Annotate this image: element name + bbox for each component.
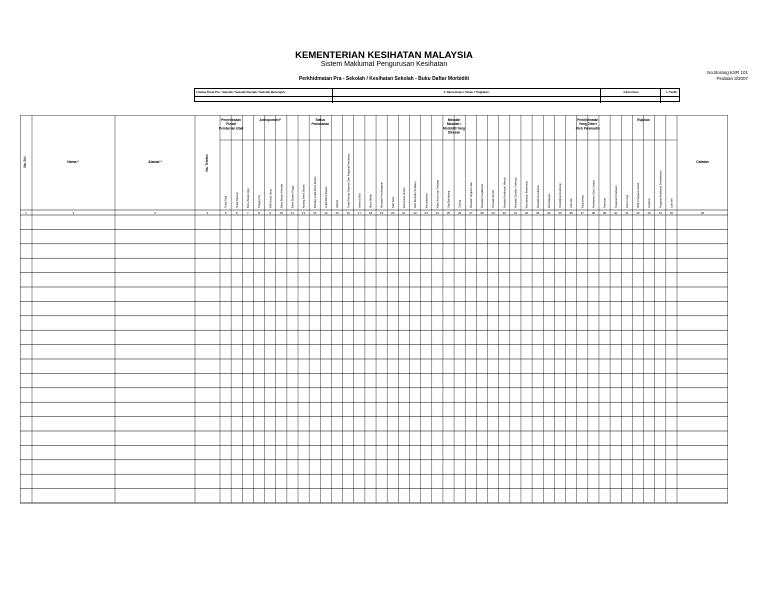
enrolment-label: 3.Enrolmen	[601, 89, 661, 96]
column-number: 36	[569, 210, 573, 215]
column-header: Masalah Gender / Seksual	[514, 177, 518, 208]
column-header: Masalah Tingkah Laku	[469, 182, 473, 208]
column-header: Doktor Gigi	[625, 195, 629, 208]
column-header: Tidak Pernah Ditemui Oleh Pegawai Perubatan	[347, 153, 351, 208]
column-header: Lain-lain	[670, 198, 674, 208]
column-header: Berat Badan (kg)	[246, 188, 250, 208]
column-number: 3	[154, 210, 156, 215]
group-header-status_pemakanan_group: Pemakanan	[311, 122, 330, 127]
group-header-perkhidmatan_group: Yang Diberi	[579, 122, 597, 127]
column-number: 12	[301, 210, 306, 215]
class-name-label: 2. Nama Kelas / Tahun / Tingkatan :	[333, 89, 601, 96]
column-header: Kemalangan	[547, 193, 551, 208]
group-header-masalah_group: Morbiditi Yang	[443, 126, 466, 131]
column-header: Berat Badan Rendah	[280, 183, 284, 208]
column-number: 31	[513, 210, 518, 215]
column-number: 5	[224, 210, 227, 215]
school-name-field[interactable]	[195, 96, 333, 103]
column-number: 41	[625, 210, 629, 215]
header-no-telefon: No. Telefon	[205, 154, 209, 172]
header-nama: Nama *	[67, 160, 79, 164]
column-header: Pegawai Perubatan	[614, 185, 618, 208]
column-number: 1	[25, 210, 27, 215]
column-header: Kecacatan Fizikal	[403, 187, 407, 208]
column-number: 21	[402, 210, 406, 215]
column-header: Tidak Dirawat	[235, 192, 239, 208]
column-number: 19	[379, 210, 384, 215]
column-number: 46	[700, 210, 705, 215]
column-number: 26	[457, 210, 462, 215]
column-header: Gigi Berlubang	[447, 190, 451, 208]
column-header: Masalah Kesuburan	[536, 184, 540, 208]
column-header: Kuku Kotor dan Panjang	[436, 179, 440, 208]
column-header: Anemia (Hb)	[358, 193, 362, 208]
column-header: Kaki Rata	[391, 196, 395, 208]
column-header: Masalah Penglihatan	[481, 183, 485, 208]
column-number: 7	[247, 210, 249, 215]
column-header: Pegawai Kesihatan Persekitaran	[659, 170, 663, 208]
column-number: 9	[269, 210, 271, 215]
info-fields-box	[194, 88, 680, 102]
column-header: Obesiti	[336, 199, 340, 208]
class-name-field[interactable]	[333, 96, 601, 103]
column-number: 44	[658, 210, 662, 215]
column-number: 28	[480, 210, 484, 215]
column-number: 33	[535, 210, 540, 215]
column-header: Lain-lain	[570, 198, 574, 208]
group-header-status_group: Fizikal	[226, 122, 237, 127]
header-catatan: Catatan	[696, 160, 709, 164]
enrolment-field[interactable]	[601, 96, 661, 103]
column-header: Kulit Bersisik (Scabies)	[414, 181, 418, 208]
column-number: 11	[290, 210, 295, 215]
column-number: 25	[446, 210, 451, 215]
column-number: 15	[335, 210, 339, 215]
column-header: Rawatan	[603, 197, 607, 208]
service-title: Perkhidmatan Pra - Sekolah / Kesihatan Sekolah - Buku Daftar Morbiditi	[298, 76, 470, 82]
date-field[interactable]	[661, 96, 681, 103]
column-header: Cacing	[458, 199, 462, 208]
info-value-row	[195, 96, 679, 103]
column-number: 32	[524, 210, 529, 215]
date-label: 4. Tarikh	[665, 90, 678, 94]
column-header: Kaunseling	[581, 195, 585, 208]
page-subtitle: Sistem Maklumat Pengurusan Kesihatan	[320, 61, 448, 68]
column-number: 43	[647, 210, 651, 215]
group-header-masalah_group: Masalah	[447, 118, 461, 122]
page-title: KEMENTERIAN KESIHATAN MALAYSIA	[295, 50, 473, 61]
column-number: 35	[558, 210, 562, 215]
form-number: No.Borang KSR 101	[707, 70, 748, 75]
column-header: Pemberian Ubat Cacing	[592, 180, 596, 208]
group-header-masalah_group: Masalah /	[446, 122, 462, 127]
column-header: Tidak Diuji	[224, 195, 228, 208]
column-number: 40	[614, 210, 618, 215]
column-number: 42	[636, 210, 640, 215]
column-header: Berat Badan Tinggi	[291, 185, 295, 208]
column-number: 17	[357, 210, 362, 215]
column-number: 20	[391, 210, 395, 215]
group-header-status_group: Pemeriksaan	[221, 118, 241, 122]
group-header-perkhidmatan_group: Oleh Paramedik	[575, 126, 600, 131]
column-number: 45	[669, 210, 674, 215]
column-header: Lebih Berat Badan	[324, 186, 328, 208]
column-number: 27	[469, 210, 473, 215]
column-number: 14	[324, 210, 328, 215]
column-number: 8	[258, 210, 260, 215]
column-number: 39	[602, 210, 607, 215]
school-name-label: 1.Nama Pusat Pra - Sekolah / Sekolah Rendah / Sekolah Menengah :	[195, 89, 333, 96]
column-number: 2	[72, 210, 75, 215]
column-number: 29	[491, 210, 495, 215]
column-header: BMI Untuk Umur	[269, 188, 273, 208]
column-number: 18	[368, 210, 373, 215]
column-header: Tinggi (cm)	[258, 195, 262, 208]
column-number: 30	[502, 210, 506, 215]
column-header: Ketumbuhan	[425, 193, 429, 208]
column-number: 16	[346, 210, 350, 215]
group-header-status_group: Pemberian Ubat	[219, 126, 244, 131]
group-header-rujukan_group: Rujukan	[637, 118, 650, 122]
group-header-masalah_group: Dikesan	[447, 130, 461, 135]
column-header: Berisiko Lebih Berat Badan	[313, 176, 317, 208]
column-header: Hospital	[648, 198, 652, 208]
column-header: JKM / Pegawai Sosial	[637, 182, 641, 208]
header-no-siri: No. Siri	[23, 156, 27, 168]
column-number: 10	[279, 210, 283, 215]
group-header-perkhidmatan_group: Perkhidmatan	[577, 118, 599, 122]
column-number: 37	[580, 210, 584, 215]
column-header: Pendidikan Kesihatan	[559, 182, 563, 208]
column-number: 24	[435, 210, 440, 215]
column-header: Kecederaan Kekerasan	[525, 180, 529, 208]
column-number: 13	[313, 210, 317, 215]
column-number: 23	[424, 210, 428, 215]
column-number: 6	[235, 210, 238, 215]
column-number: 38	[591, 210, 596, 215]
column-header: Kurang Berat Badan	[302, 184, 306, 208]
column-number: 22	[413, 210, 417, 215]
column-number: 34	[547, 210, 551, 215]
column-header: Penyakit Kronik	[492, 189, 496, 208]
column-header: Masalah Pendengaran	[380, 181, 384, 208]
morbidity-register-table	[20, 115, 728, 512]
register-grid	[20, 115, 728, 507]
column-number: 4	[206, 210, 209, 215]
column-header: Mata Merah	[369, 194, 373, 208]
group-header-status_pemakanan_group: Status	[315, 118, 326, 122]
header-alamat: Alamat *	[148, 160, 162, 164]
column-header: Masalah Kesihatan Mental	[503, 177, 507, 208]
form-revision: Pindaan 3/2007	[716, 76, 748, 81]
group-header-antropometri_group: Antropometri*	[259, 118, 281, 122]
